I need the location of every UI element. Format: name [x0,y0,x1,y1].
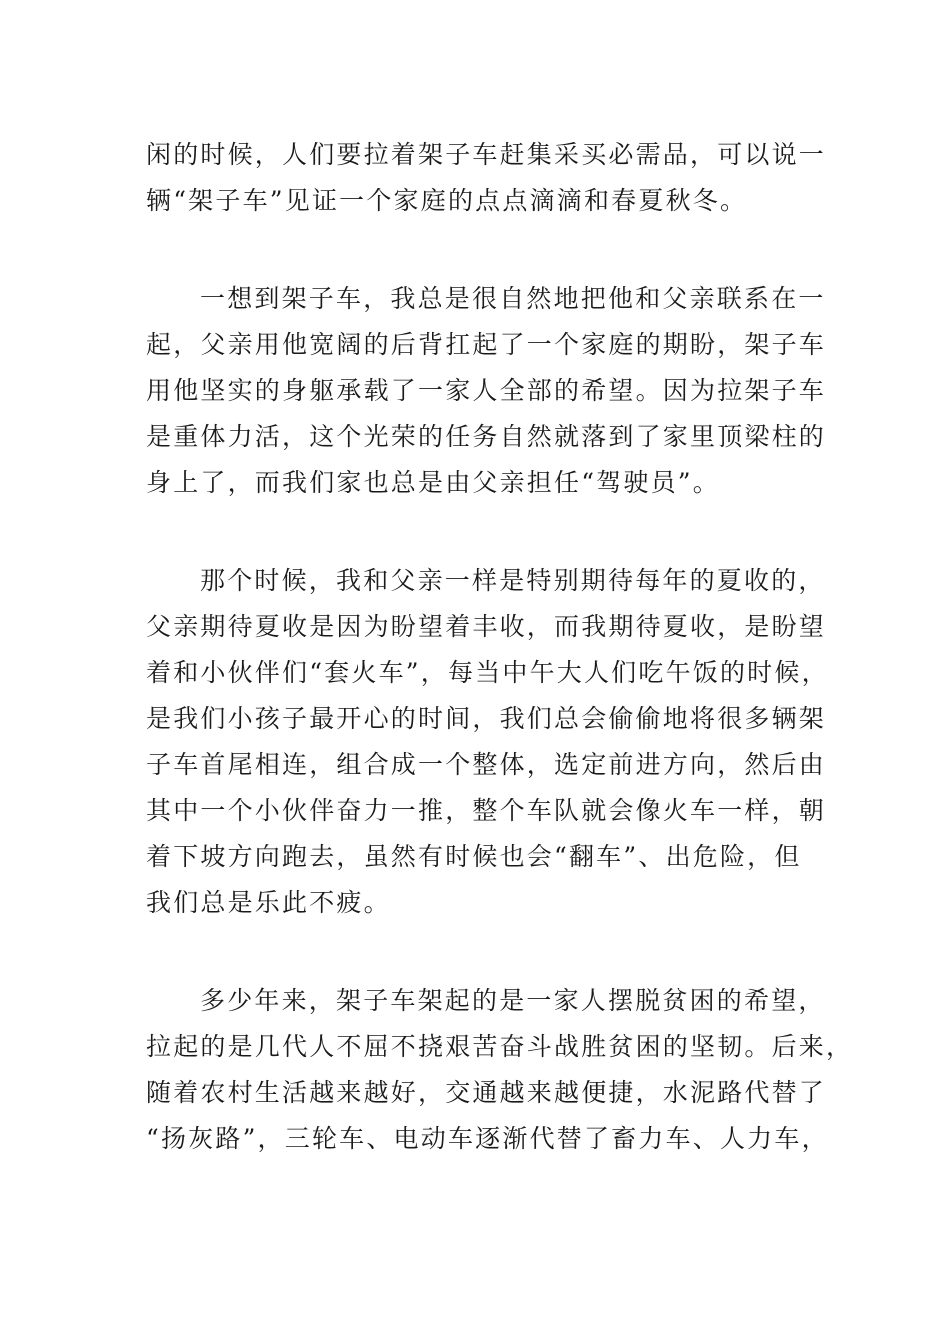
paragraph-4 [146,978,854,1162]
text-line: 那个时候，我和父亲一样是特别期待每年的夏收的， [200,566,826,595]
text-line: 多少年来，架子车架起的是一家人摆脱贫困的希望， [200,986,826,1015]
text-line: 其中一个小伙伴奋力一推，整个车队就会像火车一样，朝 [146,796,827,825]
text-line: 是我们小孩子最开心的时间，我们总会偷偷地将很多辆架 [146,704,827,733]
text-line: 起，父亲用他宽阔的后背扛起了一个家庭的期盼，架子车 [146,330,827,359]
document-page [146,132,854,1214]
text-line: 是重体力活，这个光荣的任务自然就落到了家里顶梁柱的 [146,422,827,451]
text-line: 拉起的是几代人不屈不挠艰苦奋斗战胜贫困的坚韧。后来， [146,1032,854,1061]
text-line: 一想到架子车，我总是很自然地把他和父亲联系在一 [200,284,826,313]
text-line: 辆“架子车”见证一个家庭的点点滴滴和春夏秋冬。 [146,186,748,215]
paragraph-1 [146,132,827,224]
paragraph-2 [146,276,827,506]
text-line: 随着农村生活越来越好，交通越来越便捷，水泥路代替了 [146,1078,827,1107]
text-line: 子车首尾相连，组合成一个整体，选定前进方向，然后由 [146,750,827,779]
paragraph-3 [146,558,829,926]
text-line: 着和小伙伴们“套火车”，每当中午大人们吃午饭的时候， [146,658,829,687]
text-line: 父亲期待夏收是因为盼望着丰收，而我期待夏收，是盼望 [146,612,827,641]
text-line: “扬灰路”，三轮车、电动车逐渐代替了畜力车、人力车， [146,1124,829,1153]
text-line: 着下坡方向跑去，虽然有时候也会“翻车”、出危险，但 [146,842,802,871]
text-line: 身上了，而我们家也总是由父亲担任“驾驶员”。 [146,468,720,497]
text-line: 我们总是乐此不疲。 [146,888,391,917]
text-line: 用他坚实的身躯承载了一家人全部的希望。因为拉架子车 [146,376,827,405]
text-line: 闲的时候，人们要拉着架子车赶集采买必需品，可以说一 [146,140,827,169]
